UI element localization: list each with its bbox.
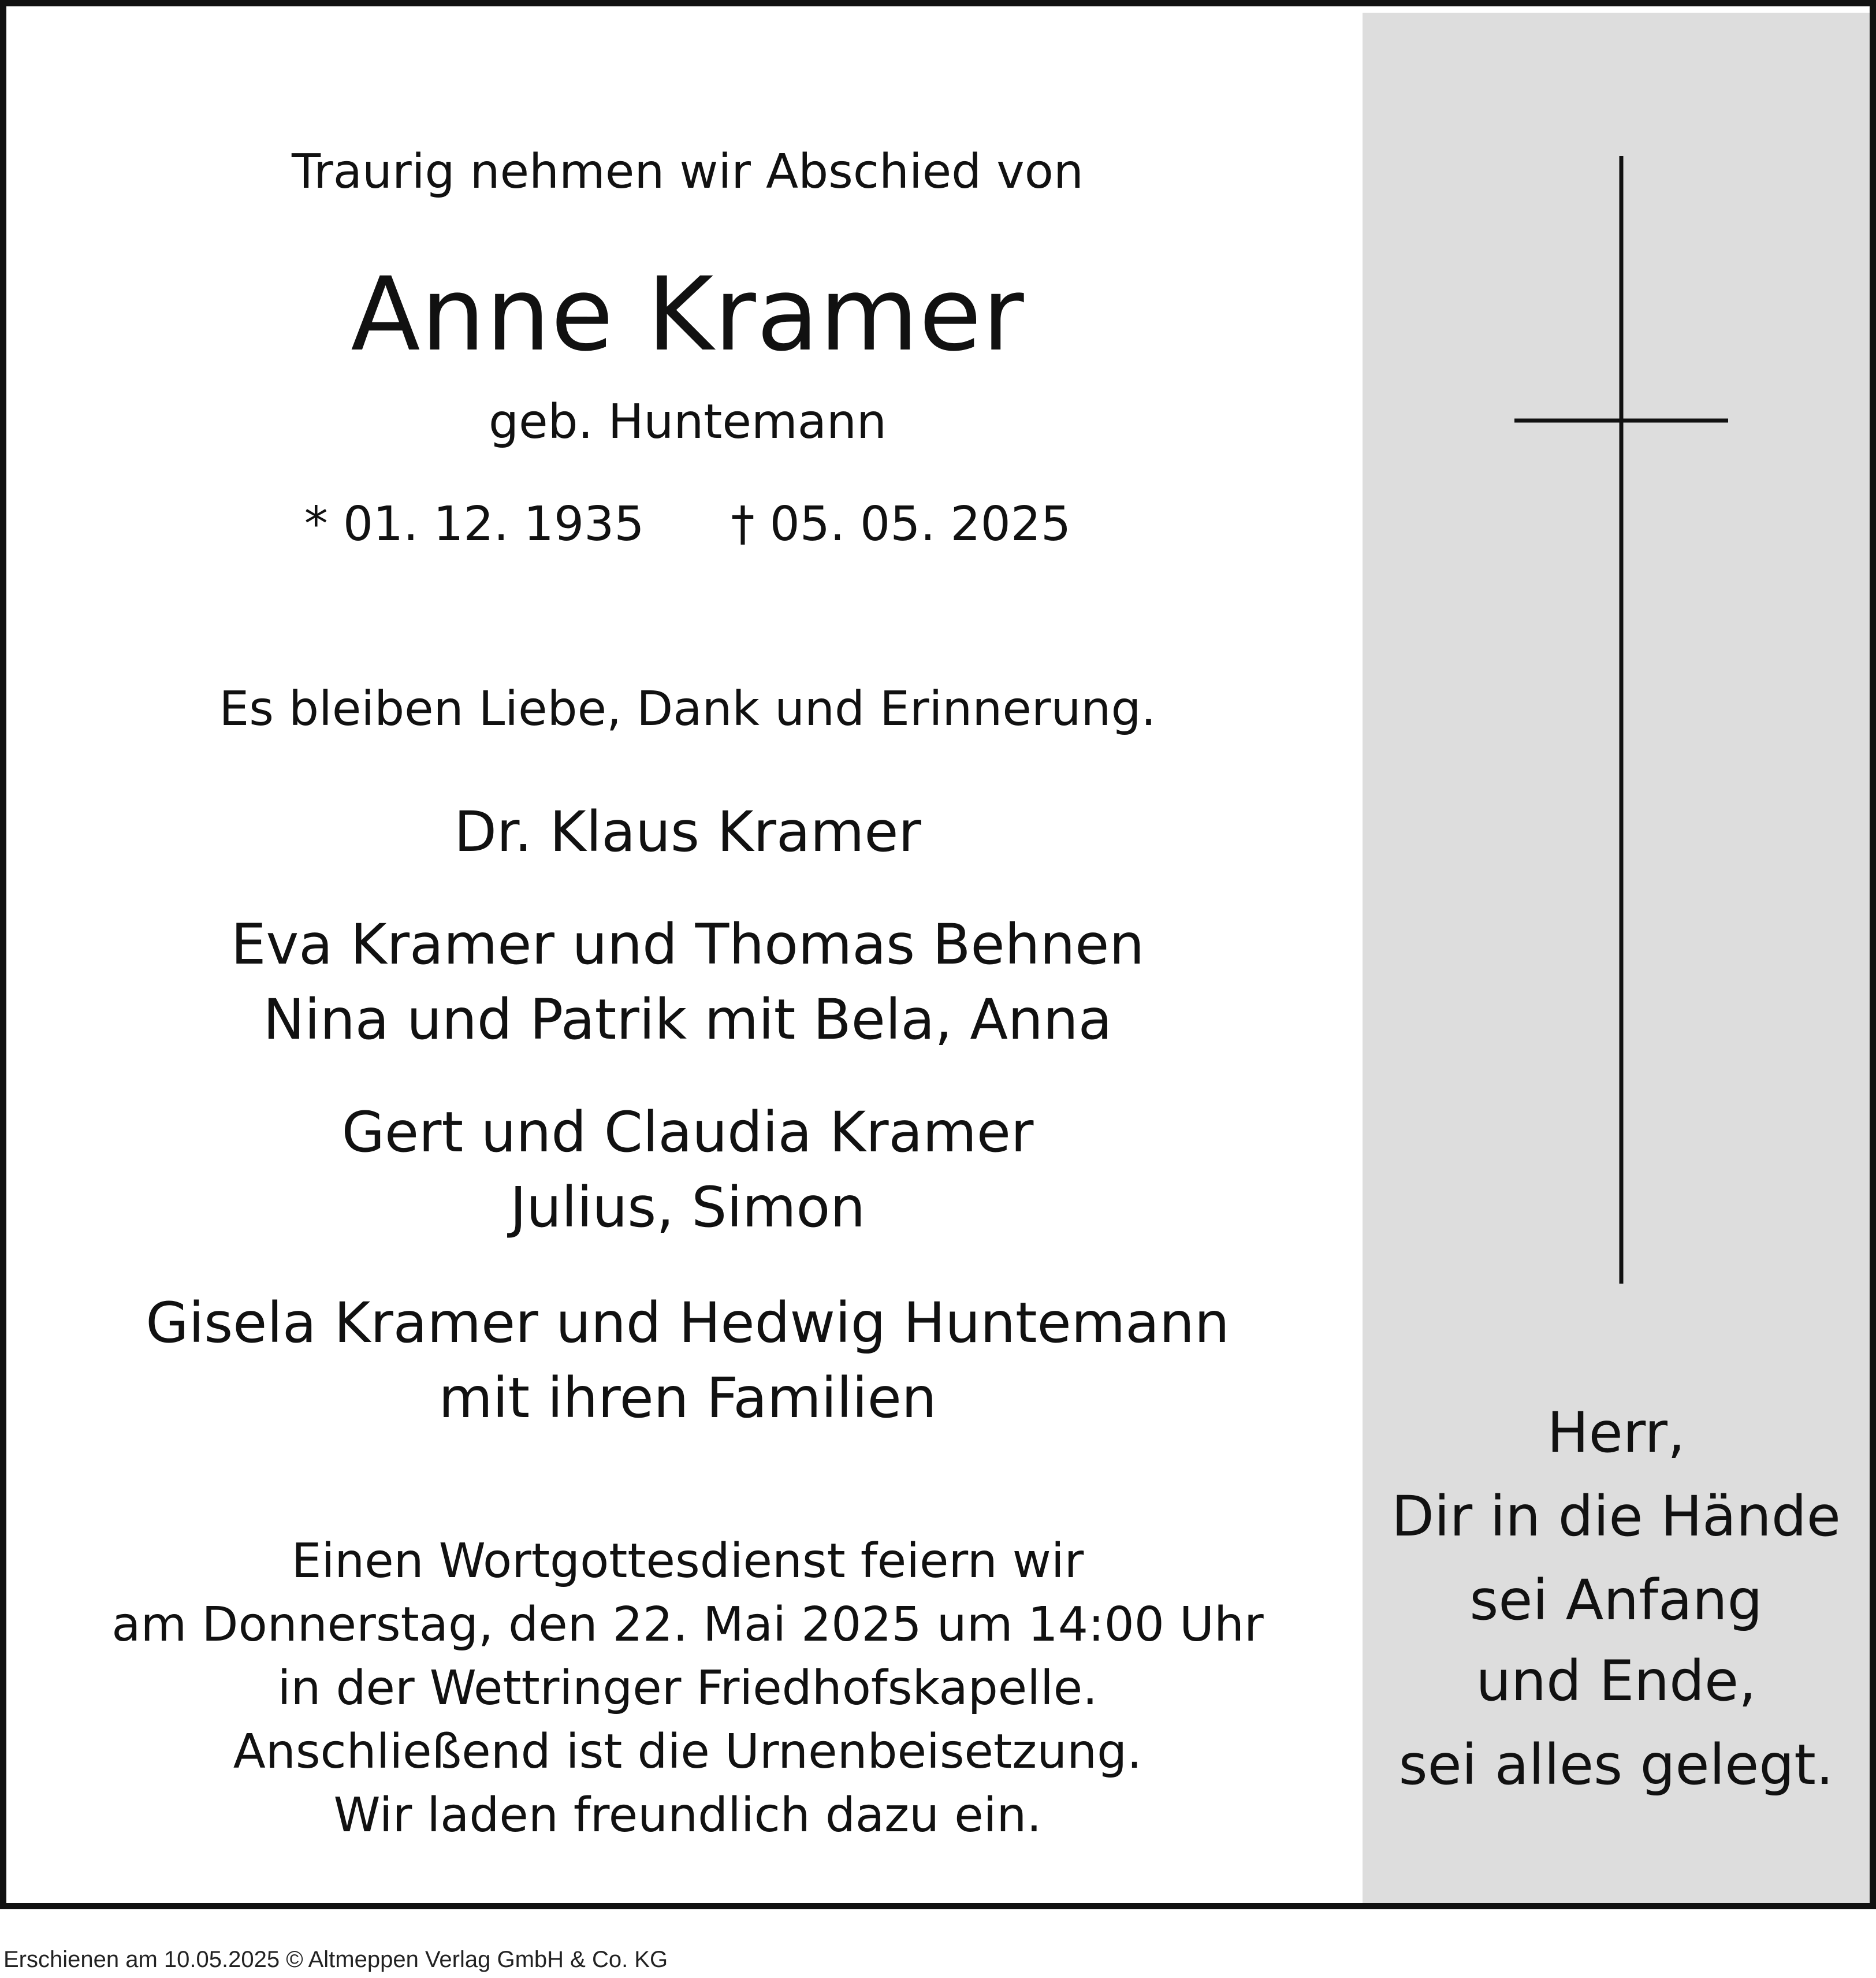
verse-line: Herr, bbox=[1547, 1400, 1685, 1465]
mourner-line: mit ihren Familien bbox=[438, 1366, 937, 1430]
notice-main-panel bbox=[13, 13, 1363, 1909]
service-info-line: Wir laden freundlich dazu ein. bbox=[333, 1788, 1042, 1843]
mourner-line: Eva Kramer und Thomas Behnen bbox=[230, 912, 1145, 977]
service-info-line: Einen Wortgottesdienst feiern wir bbox=[291, 1534, 1084, 1589]
verse-line: Dir in die Hände bbox=[1391, 1484, 1841, 1549]
memorial-quote: Es bleiben Liebe, Dank und Erinnerung. bbox=[219, 682, 1156, 737]
verse-line: und Ende, bbox=[1476, 1649, 1756, 1713]
verse-line: sei alles gelegt. bbox=[1398, 1732, 1834, 1797]
service-info-line: am Donnerstag, den 22. Mai 2025 um 14:00 Uhr bbox=[111, 1597, 1264, 1652]
cross-icon bbox=[1363, 13, 1870, 1284]
birth-date: * 01. 12. 1935 bbox=[304, 497, 645, 552]
verse-line: sei Anfang bbox=[1469, 1568, 1763, 1633]
mourner-line: Gert und Claudia Kramer bbox=[341, 1100, 1034, 1165]
death-date: † 05. 05. 2025 bbox=[731, 497, 1071, 552]
maiden-name: geb. Huntemann bbox=[489, 395, 887, 449]
publication-credit: Erschienen am 10.05.2025 © Altmeppen Verlag GmbH & Co. KG bbox=[3, 1947, 668, 1972]
service-info-line: Anschließend ist die Urnenbeisetzung. bbox=[233, 1724, 1142, 1779]
service-info-line: in der Wettringer Friedhofskapelle. bbox=[277, 1661, 1098, 1716]
intro-text: Traurig nehmen wir Abschied von bbox=[292, 144, 1084, 199]
mourner-line: Nina und Patrik mit Bela, Anna bbox=[263, 987, 1112, 1052]
mourner-line: Julius, Simon bbox=[509, 1175, 866, 1240]
notice-side-panel bbox=[1363, 13, 1870, 1909]
mourner-line: Gisela Kramer und Hedwig Huntemann bbox=[146, 1291, 1230, 1355]
deceased-name: Anne Kramer bbox=[351, 255, 1025, 374]
life-dates bbox=[13, 497, 1363, 552]
mourner-line: Dr. Klaus Kramer bbox=[454, 800, 921, 864]
